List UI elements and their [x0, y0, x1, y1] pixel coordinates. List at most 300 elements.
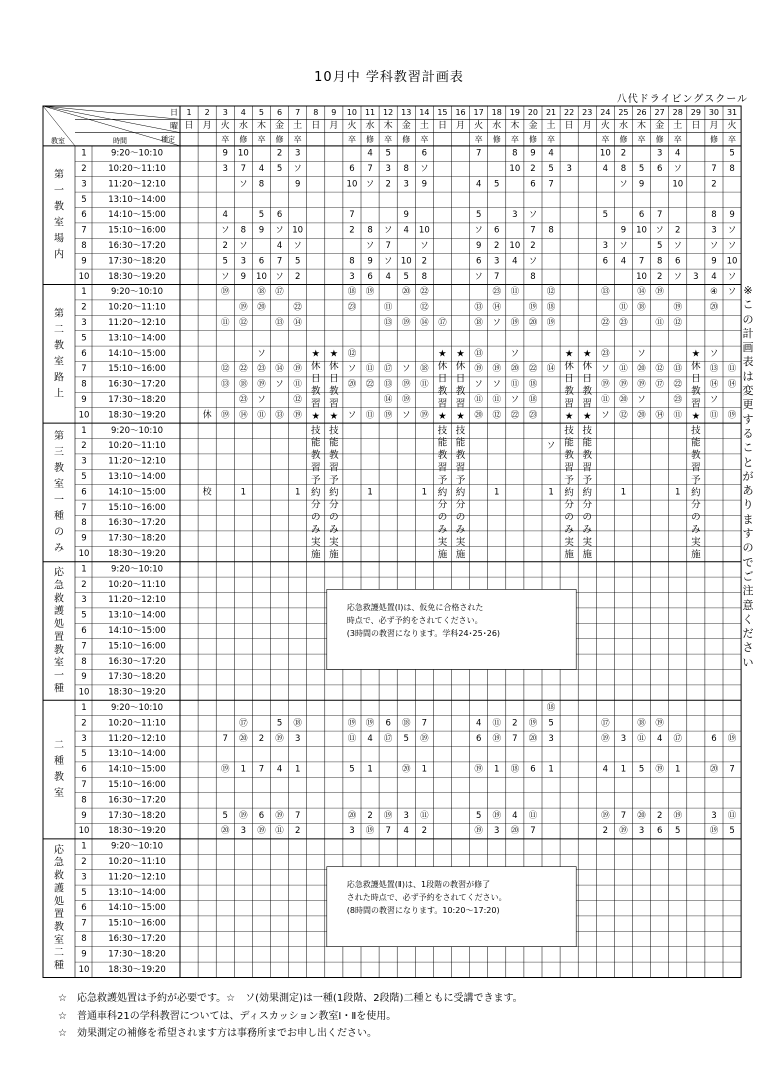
page-title: 10月中 学科教習計画表	[314, 70, 464, 85]
notice-line: 応急救護処置(Ⅱ)は、1段階の教習が修了	[346, 880, 491, 890]
schedule-cell: 2	[602, 826, 609, 837]
period-time: 17:30～18:20	[108, 949, 166, 960]
schedule-cell: ソ	[401, 364, 411, 375]
period-number: 9	[81, 672, 87, 683]
schedule-cell: 6	[367, 271, 373, 282]
period-time: 14:10～15:00	[108, 903, 166, 914]
weekday-name: 土	[419, 120, 429, 131]
holiday-banner-char: 実	[582, 536, 593, 548]
period-number: 5	[81, 610, 87, 621]
holiday-banner-char: 予	[582, 474, 593, 486]
schedule-cell: ⑰	[655, 379, 664, 390]
schedule-cell: 4	[602, 764, 609, 775]
weekday-name: 日	[691, 120, 701, 131]
schedule-cell: ⑰	[383, 733, 393, 744]
notice-line: 応急救護処置(Ⅰ)は、仮免に合格された	[346, 602, 484, 612]
schedule-cell: ⑪	[365, 410, 375, 421]
schedule-cell: ソ	[727, 241, 737, 251]
schedule-cell: ⑱	[239, 379, 248, 390]
lesson-type: 卒	[728, 134, 737, 144]
holiday-banner-char: 技	[582, 425, 593, 437]
lesson-type: 卒	[637, 134, 646, 144]
section-label-char: 種	[54, 683, 64, 695]
period-number: 10	[78, 687, 90, 698]
section-label-char: 護	[54, 606, 64, 618]
section-label-char: 室	[54, 356, 64, 368]
schedule-cell: ソ	[420, 241, 429, 251]
period-time: 18:30～19:20	[108, 549, 166, 559]
lesson-type: 修	[709, 134, 718, 144]
schedule-cell: 1	[494, 487, 500, 498]
period-number: 3	[81, 733, 87, 744]
schedule-cell: ⑲	[474, 764, 483, 775]
schedule-cell: ⑪	[420, 379, 429, 390]
period-time: 13:10～14:00	[108, 333, 166, 344]
lesson-type: 修	[402, 134, 411, 144]
lesson-type: 卒	[601, 134, 610, 144]
schedule-cell: ⑳	[401, 764, 411, 775]
schedule-cell: 9	[530, 148, 536, 159]
schedule-cell: 8	[258, 179, 265, 190]
schedule-cell: 3	[548, 733, 554, 744]
section-label-char: 路	[54, 372, 64, 384]
lesson-type: 卒	[474, 134, 483, 144]
schedule-cell: ⑰	[275, 287, 284, 298]
holiday-banner-char: 技	[329, 425, 339, 437]
schedule-cell: ⑲	[401, 395, 411, 405]
note-line: ☆ 効果測定の補修を希望されます方は事務所までお申し出ください。	[58, 1028, 377, 1039]
schedule-cell: 3	[349, 826, 355, 837]
side-note: ※この計画表は変更することがありますのでご注意ください	[742, 284, 754, 669]
schedule-cell: 2	[294, 826, 301, 837]
weekday-name: 水	[365, 120, 375, 131]
schedule-cell: 2	[258, 733, 265, 744]
section-label-char: 置	[54, 909, 64, 921]
schedule-cell: ⑬	[383, 318, 393, 328]
period-time: 17:30～18:20	[108, 533, 166, 544]
schedule-cell: ⑲	[727, 410, 737, 421]
schedule-cell: 8	[620, 164, 627, 174]
holiday-banner-char: み	[310, 524, 321, 536]
holiday-banner-char: 日	[582, 373, 593, 385]
schedule-cell: ソ	[492, 318, 502, 328]
period-number: 3	[81, 179, 87, 190]
holiday-banner-char: 約	[329, 487, 339, 499]
lesson-type: 修	[239, 134, 248, 144]
schedule-cell: ソ	[510, 348, 520, 359]
schedule-cell: 7	[258, 764, 265, 775]
section-label-char: 教	[54, 772, 64, 784]
schedule-cell: ソ	[420, 164, 429, 174]
schedule-cell: 4	[258, 164, 265, 174]
schedule-cell: ⑳	[528, 318, 538, 328]
period-number: 8	[81, 795, 87, 806]
schedule-cell: 10	[256, 271, 267, 282]
period-number: 1	[81, 425, 87, 436]
schedule-cell: 5	[276, 164, 283, 174]
schedule-cell: 3	[602, 241, 609, 251]
holiday-banner-char: 教	[310, 450, 321, 462]
schedule-cell: ⑱	[293, 718, 302, 729]
weekday-name: 木	[383, 120, 393, 131]
schedule-cell: 4	[475, 179, 482, 190]
lesson-type: 修	[619, 134, 628, 144]
period-number: 3	[81, 595, 87, 606]
holiday-banner-char: 実	[564, 536, 574, 548]
period-time: 11:20～12:10	[108, 733, 166, 744]
day-number: 9	[331, 108, 337, 118]
holiday-banner-char: の	[564, 512, 574, 524]
schedule-cell: ⑲	[474, 826, 483, 837]
notice-line: (3時間の教習になります。学科24･25･26)	[346, 628, 501, 638]
holiday-banner-char: の	[455, 512, 466, 524]
schedule-cell: 1	[548, 487, 554, 498]
holiday-banner-char: ★	[329, 410, 339, 422]
schedule-cell: ㉓	[239, 395, 248, 405]
schedule-cell: 6	[711, 733, 717, 744]
holiday-banner-char: ★	[456, 410, 465, 422]
weekday-name: 日	[437, 120, 447, 131]
period-number: 7	[81, 918, 87, 929]
schedule-cell: 7	[240, 164, 247, 174]
schedule-cell: ㉒	[510, 410, 520, 421]
schedule-cell: 5	[403, 733, 409, 744]
period-number: 10	[78, 826, 90, 837]
period-number: 7	[81, 364, 87, 375]
period-number: 3	[81, 872, 87, 883]
schedule-cell: ㉓	[619, 318, 628, 328]
period-time: 13:10～14:00	[108, 194, 166, 205]
lesson-type: 修	[655, 134, 664, 144]
schedule-cell: 2	[222, 241, 228, 251]
schedule-cell: ソ	[601, 410, 610, 421]
schedule-cell: ⑳	[709, 302, 719, 313]
holiday-banner-char: 約	[564, 487, 574, 499]
schedule-cell: ⑫	[220, 364, 230, 375]
weekday-name: 木	[256, 120, 266, 131]
section-label-char: 第	[54, 308, 64, 320]
schedule-cell: 1	[421, 487, 428, 498]
schedule-cell: ソ	[637, 395, 646, 405]
notice-line: (8時間の教習になります。10:20～17:20)	[346, 906, 500, 916]
holiday-banner-char: 施	[437, 549, 448, 561]
schedule-cell: 3	[638, 826, 645, 837]
period-number: 5	[81, 194, 87, 205]
day-number: 16	[455, 108, 466, 118]
schedule-cell: ソ	[727, 225, 737, 236]
schedule-cell: ⑪	[474, 395, 483, 405]
period-time: 9:20～10:10	[110, 148, 164, 159]
schedule-cell: ソ	[637, 348, 646, 359]
schedule-cell: ⑪	[365, 364, 375, 375]
schedule-cell: 7	[367, 164, 373, 174]
schedule-cell: 2	[494, 241, 500, 251]
period-number: 9	[81, 810, 87, 821]
period-time: 14:10～15:00	[108, 626, 166, 636]
period-time: 13:10～14:00	[108, 610, 166, 621]
section-label-char: 場	[54, 233, 64, 245]
section-label-char: 教	[54, 462, 64, 474]
schedule-cell: ⑰	[438, 318, 447, 328]
day-number: 18	[491, 108, 502, 118]
period-number: 7	[81, 780, 87, 790]
schedule-cell: 7	[294, 810, 301, 821]
schedule-cell: 8	[548, 225, 554, 236]
schedule-cell: 10	[672, 179, 684, 190]
schedule-cell: 5	[656, 241, 663, 251]
schedule-cell: ソ	[293, 241, 302, 251]
schedule-cell: 9	[475, 241, 482, 251]
period-time: 17:30～18:20	[108, 395, 166, 405]
period-number: 8	[81, 241, 87, 251]
holiday-banner-char: 習	[564, 398, 574, 410]
schedule-cell: 5	[276, 718, 283, 729]
lesson-type: 卒	[347, 134, 356, 144]
schedule-cell: ⑲	[383, 410, 393, 421]
schedule-cell: ⑪	[528, 810, 538, 821]
period-number: 6	[81, 487, 87, 498]
schedule-cell: ソ	[474, 271, 483, 282]
weekday-name: 日	[184, 120, 194, 131]
weekday-name: 水	[238, 120, 248, 131]
schedule-cell: ⑲	[293, 410, 302, 421]
holiday-banner-char: 技	[310, 425, 321, 437]
section-label-char: 一	[54, 494, 64, 506]
period-time: 14:10～15:00	[108, 764, 166, 775]
schedule-cell: ソ	[492, 379, 502, 390]
schedule-cell: ⑭	[492, 302, 502, 313]
holiday-banner-char: 予	[691, 474, 701, 486]
holiday-banner-char: 休	[310, 360, 321, 372]
schedule-cell: ソ	[655, 225, 664, 236]
schedule-cell: ⑲	[401, 318, 411, 328]
schedule-cell: 4	[385, 271, 391, 282]
schedule-cell: ⑲	[293, 364, 302, 375]
grid-line	[43, 106, 180, 119]
period-time: 11:20～12:10	[108, 318, 166, 328]
schedule-cell: 4	[548, 148, 554, 159]
schedule-cell: ⑭	[293, 318, 302, 328]
period-number: 9	[81, 949, 87, 960]
schedule-cell: ⑱	[546, 302, 556, 313]
holiday-banner-char: 能	[582, 437, 593, 449]
schedule-cell: 9	[638, 179, 645, 190]
holiday-banner-char: ★	[564, 348, 574, 360]
weekday-name: 火	[347, 120, 357, 131]
schedule-cell: ⑲	[601, 379, 610, 390]
period-time: 16:30～17:20	[108, 656, 166, 667]
schedule-cell: 10	[509, 164, 521, 174]
holiday-banner-char: 施	[564, 549, 574, 561]
schedule-cell: 10	[237, 148, 249, 159]
schedule-cell: ⑪	[293, 379, 302, 390]
notice-line: された時点で、必ず予約をされてください。	[346, 893, 507, 903]
schedule-cell: 4	[656, 733, 663, 744]
holiday-banner-char: ★	[311, 410, 321, 422]
schedule-cell: 10	[292, 225, 304, 236]
period-number: 7	[81, 502, 87, 513]
lesson-type: 卒	[510, 134, 519, 144]
holiday-banner-char: 教	[437, 385, 448, 397]
schedule-cell: ⑲	[420, 733, 429, 744]
schedule-cell: 6	[258, 256, 265, 267]
holiday-banner-char: み	[691, 524, 701, 536]
day-number: 3	[222, 108, 228, 118]
period-number: 2	[81, 441, 87, 452]
schedule-cell: ⑲	[275, 810, 284, 821]
day-number: 21	[545, 108, 557, 118]
schedule-cell: ⑱	[637, 302, 646, 313]
schedule-cell: 4	[475, 718, 482, 729]
day-number: 13	[401, 108, 412, 118]
period-time: 18:30～19:20	[108, 964, 166, 975]
holiday-banner-char: 能	[310, 437, 321, 449]
schedule-cell: 6	[421, 148, 428, 159]
schedule-cell: ⑲	[365, 826, 375, 837]
day-number: 15	[437, 108, 448, 118]
period-time: 9:20～10:10	[110, 425, 164, 436]
schedule-cell: ⑲	[528, 302, 538, 313]
schedule-cell: ⑳	[401, 287, 411, 298]
schedule-cell: ⑫	[619, 410, 628, 421]
schedule-cell: 5	[475, 810, 482, 821]
schedule-cell: ⑲	[655, 718, 664, 729]
header-day-label: 日	[170, 108, 178, 118]
schedule-cell: 6	[349, 164, 355, 174]
schedule-cell: ⑲	[383, 810, 393, 821]
schedule-cell: ⑲	[492, 733, 502, 744]
schedule-cell: ㉓	[528, 410, 538, 421]
section-label-char: 教	[54, 921, 64, 933]
weekday-name: 火	[220, 120, 230, 131]
schedule-cell: ⑫	[347, 348, 357, 359]
holiday-banner-char: 実	[437, 536, 448, 548]
schedule-cell: ソ	[619, 179, 628, 190]
schedule-cell: 6	[276, 210, 283, 221]
holiday-banner-char: 分	[582, 499, 593, 511]
weekday-name: 月	[329, 120, 339, 131]
holiday-banner-char: 実	[455, 536, 466, 548]
schedule-cell: 2	[294, 271, 301, 282]
schedule-cell: 4	[675, 148, 681, 159]
schedule-cell: 8	[729, 164, 735, 174]
holiday-banner-char: 施	[329, 549, 339, 561]
period-number: 9	[81, 395, 87, 405]
schedule-cell: ⑳	[474, 410, 483, 421]
schedule-cell: ⑰	[383, 364, 393, 375]
schedule-cell: 1	[675, 487, 681, 498]
schedule-cell: 2	[530, 164, 536, 174]
schedule-cell: 1	[367, 487, 373, 498]
schedule-cell: ⑲	[474, 364, 483, 375]
day-number: 6	[277, 108, 283, 118]
period-number: 9	[81, 256, 87, 267]
holiday-banner-char: み	[582, 524, 593, 536]
period-number: 1	[81, 564, 87, 575]
period-time: 15:10～16:00	[108, 780, 166, 790]
schedule-cell: ㉒	[293, 302, 302, 313]
period-number: 1	[81, 148, 87, 159]
section-label-char: 救	[54, 593, 64, 605]
period-number: 8	[81, 518, 87, 529]
schedule-cell: ⑪	[655, 318, 664, 328]
schedule-cell: ⑭	[420, 318, 429, 328]
notice-line: 時点で、必ず予約をされてください。	[346, 615, 483, 625]
holiday-banner-char: 能	[564, 437, 574, 449]
schedule-cell: ⑫	[239, 318, 248, 328]
schedule-cell: 5	[294, 256, 301, 267]
schedule-cell: ⑲	[673, 302, 683, 313]
schedule-cell: ⑳	[510, 826, 520, 837]
schedule-cell: 2	[512, 718, 518, 729]
day-number: 7	[295, 108, 301, 118]
period-time: 16:30～17:20	[108, 518, 166, 529]
period-number: 3	[81, 456, 87, 467]
holiday-banner-char: 日	[329, 373, 339, 385]
weekday-name: 水	[618, 120, 628, 131]
section-label-char: 上	[54, 388, 64, 400]
schedule-cell: 6	[475, 733, 482, 744]
lesson-type: 修	[528, 134, 537, 144]
holiday-banner-char: 日	[455, 373, 466, 385]
schedule-cell: ソ	[528, 256, 538, 267]
schedule-cell: ⑳	[347, 379, 357, 390]
holiday-banner-char: 分	[437, 499, 448, 511]
schedule-cell: 8	[530, 271, 536, 282]
period-number: 9	[81, 533, 87, 544]
schedule-cell: 5	[548, 164, 554, 174]
schedule-cell: 8	[240, 225, 247, 236]
schedule-cell: ⑲	[727, 733, 737, 744]
section-label-char: 応	[54, 567, 64, 579]
period-number: 10	[78, 964, 90, 975]
day-number: 19	[509, 108, 520, 118]
schedule-cell: ⑪	[673, 410, 683, 421]
period-time: 9:20～10:10	[110, 841, 164, 852]
schedule-cell: 1	[675, 764, 681, 775]
schedule-cell: ㉒	[365, 379, 375, 390]
schedule-cell: ⑬	[275, 410, 284, 421]
schedule-cell: ソ	[347, 410, 357, 421]
holiday-banner-char: ★	[691, 410, 701, 422]
schedule-cell: ⑱	[401, 718, 411, 729]
holiday-banner-char: 習	[455, 398, 466, 410]
schedule-cell: ㉒	[528, 364, 538, 375]
schedule-cell: ㉒	[420, 287, 429, 298]
schedule-cell: ソ	[528, 210, 538, 221]
section-label-char: 第	[54, 169, 64, 181]
holiday-banner-char: ★	[691, 348, 701, 360]
period-time: 13:10～14:00	[108, 887, 166, 898]
period-time: 10:20～11:10	[108, 718, 166, 729]
holiday-banner-char: ★	[438, 348, 447, 360]
schedule-cell: 7	[548, 179, 554, 190]
schedule-cell: 7	[276, 256, 283, 267]
period-number: 6	[81, 210, 87, 221]
day-number: 22	[564, 108, 575, 118]
schedule-cell: ⑳	[239, 733, 248, 744]
period-number: 2	[81, 302, 87, 313]
schedule-cell: 9	[711, 256, 717, 267]
holiday-banner-char: 分	[691, 499, 701, 511]
schedule-cell: ⑫	[546, 287, 556, 298]
holiday-banner-char: 技	[437, 425, 448, 437]
schedule-cell: ⑭	[239, 410, 248, 421]
schedule-cell: 6	[385, 718, 391, 729]
schedule-cell: ⑬	[383, 379, 393, 390]
schedule-cell: ソ	[275, 379, 284, 390]
schedule-cell: ⑪	[619, 364, 628, 375]
